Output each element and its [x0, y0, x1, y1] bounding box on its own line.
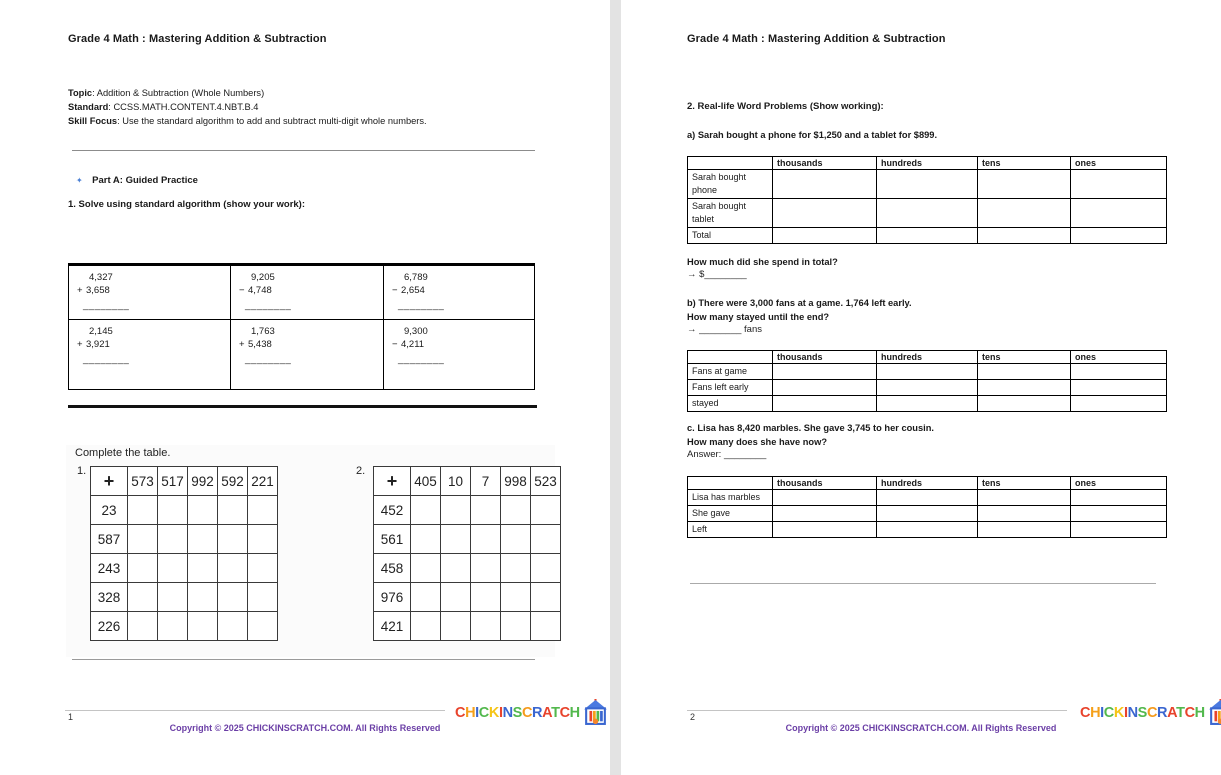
operator-icon: −	[392, 285, 398, 296]
logo-letter: T	[1176, 704, 1185, 721]
place-value-table-c	[687, 476, 1167, 538]
pv-empty-cell	[1071, 199, 1167, 228]
grid-empty-cell	[411, 525, 441, 554]
grid-empty-cell	[128, 554, 158, 583]
grid-empty-cell	[441, 583, 471, 612]
pv-col-header: thousands	[773, 351, 877, 364]
logo-letter: N	[502, 704, 513, 721]
pv-row-label: Total	[688, 228, 773, 244]
grid-row	[91, 583, 278, 612]
grid-header-row	[91, 467, 278, 496]
logo-letter: H	[569, 704, 580, 721]
pv-empty-cell	[1071, 522, 1167, 538]
pv-row-label: Sarah bought tablet	[688, 199, 773, 228]
place-value-table-b	[687, 350, 1167, 412]
part-a-heading: Part A: Guided Practice	[92, 175, 198, 186]
grid-header-value: 998	[501, 467, 531, 496]
grid-empty-cell	[218, 612, 248, 641]
problem-a-question: How much did she spend in total?	[687, 257, 838, 267]
problem-cell	[231, 320, 384, 389]
pv-empty-cell	[773, 199, 877, 228]
pv-empty-cell	[773, 522, 877, 538]
pv-row	[688, 199, 1167, 228]
grid-empty-cell	[531, 583, 561, 612]
pv-empty-cell	[978, 364, 1071, 380]
footer-divider	[65, 710, 445, 711]
grid-empty-cell	[218, 554, 248, 583]
problem-a-statement: a) Sarah bought a phone for $1,250 and a tablet for $899.	[687, 130, 938, 140]
pv-header-row	[688, 351, 1167, 364]
copyright-text: Copyright © 2025 CHICKINSCRATCH.COM. All Rights Reserved	[785, 723, 1057, 733]
skill-focus-label: Skill Focus	[68, 116, 118, 126]
grid-row-value: 243	[91, 554, 128, 583]
pv-col-header: thousands	[773, 477, 877, 490]
page-title: Grade 4 Math : Mastering Addition & Subtraction	[687, 33, 946, 45]
topic-label: Topic	[68, 88, 93, 98]
grid-empty-cell	[248, 525, 278, 554]
grid-empty-cell	[441, 496, 471, 525]
pv-row-label: Sarah bought phone	[688, 170, 773, 199]
grid-empty-cell	[158, 525, 188, 554]
divider	[72, 150, 535, 151]
logo-letter: C	[559, 704, 570, 721]
pv-row	[688, 522, 1167, 538]
grid-row	[374, 583, 561, 612]
grid-empty-cell	[158, 612, 188, 641]
pv-empty-cell	[978, 228, 1071, 244]
problem-top-number: 9,205	[251, 272, 275, 283]
grid-row-value: 452	[374, 496, 411, 525]
problem-cell	[231, 266, 384, 320]
problem-bottom-number: 3,921	[86, 339, 110, 350]
logo-letter: K	[1113, 704, 1124, 721]
standard-label: Standard	[68, 102, 109, 112]
part-a-heading-row	[76, 170, 198, 188]
pv-row	[688, 228, 1167, 244]
pv-corner-cell	[688, 157, 773, 170]
problem-a-answer-blank: → $________	[687, 269, 747, 280]
pv-empty-cell	[877, 364, 978, 380]
logo-letter: S	[1137, 704, 1147, 721]
answer-blank: ________	[245, 354, 292, 365]
pv-row	[688, 506, 1167, 522]
pv-empty-cell	[1071, 364, 1167, 380]
operator-icon: +	[239, 339, 245, 350]
standard-line	[68, 100, 427, 114]
logo-letter: C	[1080, 704, 1091, 721]
logo-letter: R	[532, 704, 543, 721]
pv-empty-cell	[877, 199, 978, 228]
grid-header-value: 7	[471, 467, 501, 496]
footer-divider	[687, 710, 1067, 711]
answer-blank: ________	[83, 300, 130, 311]
grid-header-value: 10	[441, 467, 471, 496]
grid-empty-cell	[471, 496, 501, 525]
pv-empty-cell	[978, 380, 1071, 396]
grid-empty-cell	[411, 583, 441, 612]
grid-header-value: 405	[411, 467, 441, 496]
pv-empty-cell	[978, 522, 1071, 538]
pv-col-header: hundreds	[877, 477, 978, 490]
pv-empty-cell	[773, 170, 877, 199]
operator-icon: −	[392, 339, 398, 350]
pv-empty-cell	[1071, 490, 1167, 506]
problem-op-row	[239, 338, 383, 351]
grid-empty-cell	[128, 612, 158, 641]
grid-1-number: 1.	[77, 465, 87, 477]
problem-bottom-number: 2,654	[401, 285, 425, 296]
logo-letter: H	[465, 704, 476, 721]
grid-empty-cell	[531, 554, 561, 583]
grid-row	[374, 496, 561, 525]
page-number: 1	[68, 712, 74, 722]
worksheet-page-1	[0, 0, 610, 775]
thick-divider	[68, 405, 537, 408]
logo-letter: C	[478, 704, 489, 721]
grid-empty-cell	[441, 525, 471, 554]
pv-row	[688, 364, 1167, 380]
grid-empty-cell	[501, 525, 531, 554]
pv-col-header: ones	[1071, 477, 1167, 490]
page-number: 2	[690, 712, 696, 722]
pv-empty-cell	[877, 396, 978, 412]
operator-icon: +	[77, 339, 83, 350]
problem-op-row	[239, 284, 383, 297]
grid-header-row	[374, 467, 561, 496]
pv-header-row	[688, 157, 1167, 170]
copyright-text: Copyright © 2025 CHICKINSCRATCH.COM. All Rights Reserved	[169, 723, 441, 733]
logo-letter: C	[1184, 704, 1195, 721]
grid-header-value: 221	[248, 467, 278, 496]
problem-bottom-number: 3,658	[86, 285, 110, 296]
pv-empty-cell	[877, 380, 978, 396]
pv-empty-cell	[877, 506, 978, 522]
logo-letter: C	[521, 704, 533, 721]
pv-corner-cell	[688, 351, 773, 364]
grid-operator-icon: +	[374, 467, 411, 496]
grid-row	[91, 554, 278, 583]
pv-row-label: stayed	[688, 396, 773, 412]
operator-icon: +	[77, 285, 83, 296]
problem-op-row	[392, 284, 534, 297]
problem-bottom-number: 5,438	[248, 339, 272, 350]
grid-header-value: 592	[218, 467, 248, 496]
problem-top-number: 4,327	[89, 272, 113, 283]
standard-value: : CCSS.MATH.CONTENT.4.NBT.B.4	[108, 102, 259, 112]
divider	[690, 583, 1156, 584]
grid-empty-cell	[471, 554, 501, 583]
grid-empty-cell	[188, 583, 218, 612]
problem-c-statement: c. Lisa has 8,420 marbles. She gave 3,745 to her cousin.	[687, 423, 935, 433]
pv-row-label: Left	[688, 522, 773, 538]
page-title: Grade 4 Math : Mastering Addition & Subtraction	[68, 33, 327, 45]
worksheet-page-2	[621, 0, 1221, 775]
grid-row	[91, 525, 278, 554]
logo-letter: T	[551, 704, 560, 721]
pv-corner-cell	[688, 477, 773, 490]
problem-b-statement: b) There were 3,000 fans at a game. 1,764 left early.	[687, 298, 912, 308]
skill-focus-line	[68, 114, 427, 128]
grid-empty-cell	[218, 496, 248, 525]
pv-row	[688, 170, 1167, 199]
problem-top-number: 2,145	[89, 326, 113, 337]
pv-row-label: Fans at game	[688, 364, 773, 380]
problem-c-answer-blank: Answer: ________	[687, 449, 767, 460]
grid-2-number: 2.	[356, 465, 366, 477]
grid-empty-cell	[248, 612, 278, 641]
grid-row-value: 23	[91, 496, 128, 525]
grid-empty-cell	[471, 583, 501, 612]
addition-grid-2	[373, 466, 561, 641]
grid-row-value: 587	[91, 525, 128, 554]
grid-row-value: 458	[374, 554, 411, 583]
grid-empty-cell	[158, 496, 188, 525]
grid-empty-cell	[248, 496, 278, 525]
grid-empty-cell	[188, 612, 218, 641]
grid-empty-cell	[158, 554, 188, 583]
problem-bottom-number: 4,748	[248, 285, 272, 296]
problem-top-number: 9,300	[404, 326, 428, 337]
grid-empty-cell	[531, 612, 561, 641]
problem-op-row	[77, 284, 230, 297]
logo-letter: N	[1127, 704, 1138, 721]
operator-icon: −	[239, 285, 245, 296]
logo-letter: C	[1146, 704, 1158, 721]
grid-empty-cell	[411, 496, 441, 525]
grid-empty-cell	[128, 583, 158, 612]
grid-row	[91, 496, 278, 525]
logo-letter: A	[1167, 704, 1177, 721]
logo-wordmark	[1080, 705, 1205, 721]
skill-focus-value: : Use the standard algorithm to add and subtract multi-digit whole numbers.	[117, 116, 427, 126]
grid-empty-cell	[501, 583, 531, 612]
grid-empty-cell	[471, 612, 501, 641]
grid-row-value: 976	[374, 583, 411, 612]
problem-op-row	[392, 338, 534, 351]
pv-empty-cell	[978, 506, 1071, 522]
grid-header-value: 523	[531, 467, 561, 496]
grid-header-value: 573	[128, 467, 158, 496]
grid-row-value: 226	[91, 612, 128, 641]
pv-row-label: Lisa has marbles	[688, 490, 773, 506]
grid-row	[374, 554, 561, 583]
pv-col-header: tens	[978, 477, 1071, 490]
chickinscratch-logo	[455, 699, 608, 726]
logo-wordmark	[455, 705, 580, 721]
problem-cell	[384, 320, 534, 389]
problem-op-row	[77, 338, 230, 351]
pv-col-header: tens	[978, 157, 1071, 170]
logo-letter: S	[512, 704, 522, 721]
grid-empty-cell	[411, 554, 441, 583]
problem-c-question: How many does she have now?	[687, 437, 828, 447]
grid-row-value: 328	[91, 583, 128, 612]
topic-value: : Addition & Subtraction (Whole Numbers)	[92, 88, 265, 98]
grid-empty-cell	[188, 525, 218, 554]
pv-row	[688, 380, 1167, 396]
pv-col-header: tens	[978, 351, 1071, 364]
pv-empty-cell	[773, 490, 877, 506]
pv-empty-cell	[877, 228, 978, 244]
diamond-bullet-icon: ✦	[76, 176, 83, 185]
logo-letter: I	[475, 704, 479, 721]
pv-empty-cell	[773, 506, 877, 522]
answer-blank: ________	[245, 300, 292, 311]
house-icon	[1208, 699, 1221, 726]
pv-empty-cell	[773, 228, 877, 244]
grid-header-value: 992	[188, 467, 218, 496]
grid-operator-icon: +	[91, 467, 128, 496]
problem-cell	[69, 266, 231, 320]
grid-empty-cell	[501, 496, 531, 525]
grid-empty-cell	[501, 612, 531, 641]
problem-cell	[69, 320, 231, 389]
pv-empty-cell	[773, 380, 877, 396]
chickinscratch-logo	[1080, 699, 1221, 726]
divider	[72, 659, 535, 660]
logo-letter: C	[455, 704, 466, 721]
grid-empty-cell	[501, 554, 531, 583]
problem-top-number: 6,789	[404, 272, 428, 283]
grid-row	[374, 612, 561, 641]
pv-empty-cell	[978, 490, 1071, 506]
logo-letter: R	[1157, 704, 1168, 721]
grid-empty-cell	[531, 496, 561, 525]
answer-blank: ________	[398, 354, 445, 365]
problem-cell	[384, 266, 534, 320]
grid-empty-cell	[531, 525, 561, 554]
pv-row	[688, 396, 1167, 412]
grid-header-value: 517	[158, 467, 188, 496]
pv-row	[688, 490, 1167, 506]
logo-letter: I	[498, 704, 503, 721]
grid-row-value: 561	[374, 525, 411, 554]
pv-empty-cell	[978, 396, 1071, 412]
problems-table	[68, 263, 535, 390]
place-value-table-a	[687, 156, 1167, 244]
pv-empty-cell	[877, 170, 978, 199]
logo-letter: I	[1100, 704, 1104, 721]
grid-empty-cell	[441, 612, 471, 641]
house-icon	[583, 699, 608, 726]
pv-empty-cell	[773, 364, 877, 380]
answer-blank: ________	[398, 300, 445, 311]
logo-letter: K	[488, 704, 499, 721]
problem-top-number: 1,763	[251, 326, 275, 337]
pv-row-label: She gave	[688, 506, 773, 522]
pv-empty-cell	[1071, 506, 1167, 522]
pv-header-row	[688, 477, 1167, 490]
pv-empty-cell	[877, 522, 978, 538]
grid-empty-cell	[218, 525, 248, 554]
grid-empty-cell	[441, 554, 471, 583]
grid-empty-cell	[218, 583, 248, 612]
grid-empty-cell	[188, 496, 218, 525]
pv-col-header: ones	[1071, 351, 1167, 364]
pv-empty-cell	[773, 396, 877, 412]
grid-row	[374, 525, 561, 554]
pv-empty-cell	[1071, 380, 1167, 396]
grid-empty-cell	[411, 612, 441, 641]
pv-row-label: Fans left early	[688, 380, 773, 396]
pv-empty-cell	[877, 490, 978, 506]
logo-letter: I	[1123, 704, 1128, 721]
problem-b-answer-blank: → ________ fans	[687, 324, 763, 335]
grid-empty-cell	[128, 525, 158, 554]
pv-col-header: ones	[1071, 157, 1167, 170]
pv-col-header: hundreds	[877, 351, 978, 364]
addition-grid-1	[90, 466, 278, 641]
logo-letter: C	[1103, 704, 1114, 721]
meta-block	[68, 86, 427, 128]
grid-empty-cell	[128, 496, 158, 525]
complete-table-label: Complete the table.	[75, 447, 171, 459]
grid-empty-cell	[248, 554, 278, 583]
pv-empty-cell	[978, 199, 1071, 228]
question-2-heading: 2. Real-life Word Problems (Show working):	[687, 101, 884, 112]
grid-empty-cell	[188, 554, 218, 583]
grid-empty-cell	[158, 583, 188, 612]
pv-col-header: hundreds	[877, 157, 978, 170]
problem-b-question: How many stayed until the end?	[687, 312, 830, 322]
grid-row-value: 421	[374, 612, 411, 641]
logo-letter: A	[542, 704, 552, 721]
answer-blank: ________	[83, 354, 130, 365]
logo-letter: H	[1090, 704, 1101, 721]
pv-empty-cell	[1071, 396, 1167, 412]
grid-empty-cell	[248, 583, 278, 612]
pv-empty-cell	[978, 170, 1071, 199]
pv-col-header: thousands	[773, 157, 877, 170]
pv-empty-cell	[1071, 228, 1167, 244]
grid-empty-cell	[471, 525, 501, 554]
topic-line	[68, 86, 427, 100]
pv-empty-cell	[1071, 170, 1167, 199]
logo-letter: H	[1194, 704, 1205, 721]
question-1-heading: 1. Solve using standard algorithm (show your work):	[68, 199, 306, 210]
problem-bottom-number: 4,211	[401, 339, 425, 350]
grid-row	[91, 612, 278, 641]
